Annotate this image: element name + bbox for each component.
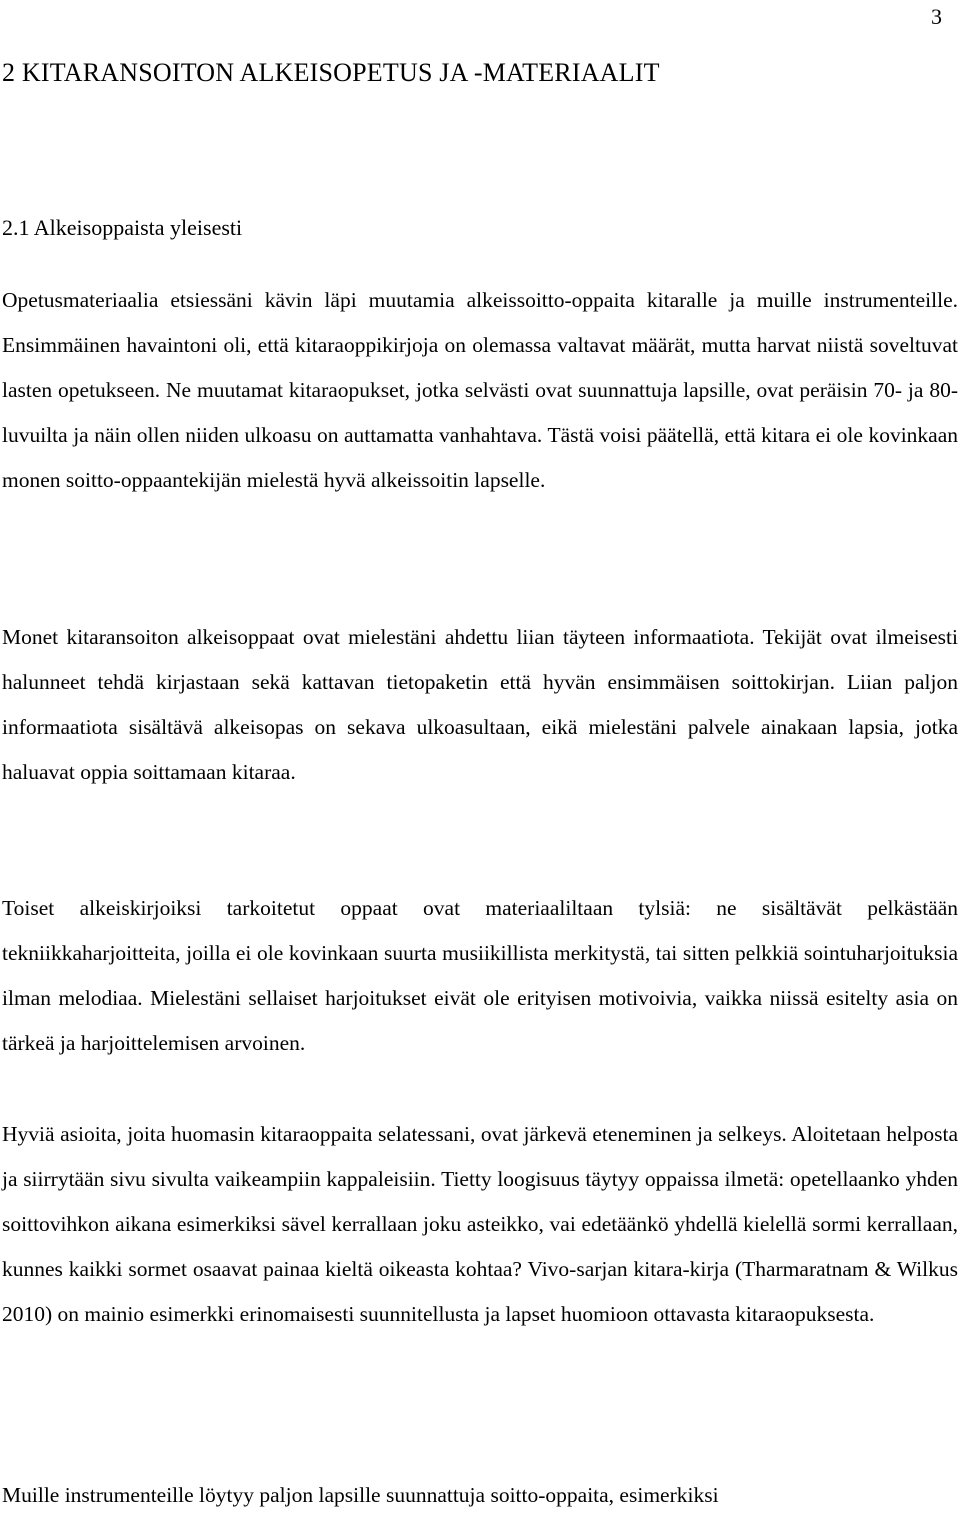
section-title: 2.1 Alkeisoppaista yleisesti xyxy=(2,215,243,240)
body-paragraph: Toiset alkeiskirjoiksi tarkoitetut oppaat ovat materiaaliltaan tylsiä: ne sisältävät pelkästään tekniikkaharjoitteita, joilla ei ole kovinkaan suurta musiikillista merkitystä, tai sitten pelkkiä sointuharjoituksia ilman melodiaa. Mielestäni sellaiset harjoitukset eivät ole erityisen motivoivia, vaikka niissä esitelty asia on tärkeä ja harjoittelemisen arvoinen. xyxy=(2,896,958,1055)
body-paragraph-continued: Muille instrumenteille löytyy paljon lapsille suunnattuja soitto-oppaita, esimerkiksi xyxy=(2,1483,719,1507)
page-number: 3 xyxy=(931,4,942,29)
body-paragraph: Opetusmateriaalia etsiessäni kävin läpi muutamia alkeissoitto-oppaita kitaralle ja muille instrumenteille. Ensimmäinen havaintoni oli, että kitaraoppikirjoja on olemassa valtavat määrät, mutta harvat niistä soveltuvat lasten opetukseen. Ne muutamat kitaraopukset, jotka selvästi ovat suunnattuja lapsille, ovat peräisin 70- ja 80-luvuilta ja näin ollen niiden ulkoasu on auttamatta vanhahtava. Tästä voisi päätellä, että kitara ei ole kovinkaan monen soitto-oppaantekijän mielestä hyvä alkeissoitin lapselle. xyxy=(2,288,958,492)
body-paragraph: Hyviä asioita, joita huomasin kitaraoppaita selatessani, ovat järkevä eteneminen ja selkeys. Aloitetaan helposta ja siirrytään sivu sivulta vaikeampiin kappaleisiin. Tietty loogisuus täytyy oppaissa ilmetä: opetellaanko yhden soittovihkon aikana esimerkiksi sävel kerrallaan joku asteikko, vai edetäänkö yhdellä kielellä sormi kerrallaan, kunnes kaikki sormet osaavat painaa kieltä oikeasta kohtaa? Vivo-sarjan kitara-kirja (Tharmaratnam & Wilkus 2010) on mainio esimerkki erinomaisesti suunnitellusta ja lapset huomioon ottavasta kitaraopuksesta. xyxy=(2,1122,958,1326)
body-paragraph: Monet kitaransoiton alkeisoppaat ovat mielestäni ahdettu liian täyteen informaatiota. Tekijät ovat ilmeisesti halunneet tehdä kirjastaan sekä kattavan tietopaketin että hyvän ensimmäisen soittokirjan. Liian paljon informaatiota sisältävä alkeisopas on sekava ulkoasultaan, eikä mielestäni palvele ainakaan lapsia, jotka haluavat oppia soittamaan kitaraa. xyxy=(2,625,958,784)
chapter-title: 2 KITARANSOITON ALKEISOPETUS JA -MATERIAALIT xyxy=(2,58,660,87)
